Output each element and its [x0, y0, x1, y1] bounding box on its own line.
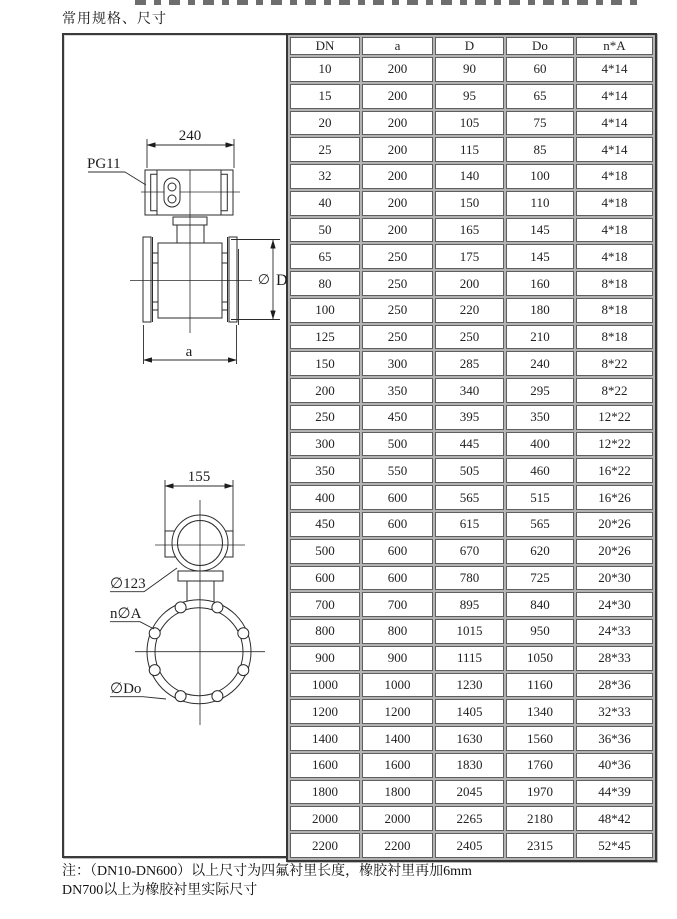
table-cell: 1830: [435, 753, 504, 778]
table-cell: 285: [435, 351, 504, 376]
table-row: [290, 84, 653, 109]
page-title: 常用规格、尺寸: [62, 12, 167, 27]
table-cell: 105: [435, 111, 504, 136]
table-cell: 85: [506, 137, 574, 162]
table-cell: 150: [435, 191, 504, 216]
table-cell: 15: [290, 84, 360, 109]
table-cell: 4*14: [576, 111, 653, 136]
table-cell: 180: [506, 298, 574, 323]
table-cell: 900: [290, 646, 360, 671]
table-cell: 1000: [362, 673, 433, 698]
table-cell: 220: [435, 298, 504, 323]
flange-od-label: ∅Do: [110, 681, 142, 697]
table-cell: 40*36: [576, 753, 653, 778]
table-cell: 12*22: [576, 405, 653, 430]
table-cell: 4*18: [576, 244, 653, 269]
table-cell: 2315: [506, 833, 574, 858]
table-cell: 4*14: [576, 84, 653, 109]
table-cell: 60: [506, 57, 574, 82]
table-cell: 565: [506, 512, 574, 537]
table-cell: 1800: [290, 780, 360, 805]
table-cell: 8*18: [576, 298, 653, 323]
table-cell: 1015: [435, 619, 504, 644]
header-cell: Do: [506, 37, 574, 55]
table-cell: 28*36: [576, 673, 653, 698]
table-cell: 1630: [435, 726, 504, 751]
table-cell: 500: [290, 539, 360, 564]
table-cell: 350: [506, 405, 574, 430]
table-row: [290, 566, 653, 591]
table-cell: 200: [362, 137, 433, 162]
table-cell: 32: [290, 164, 360, 189]
table-row: [290, 619, 653, 644]
table-cell: 600: [290, 566, 360, 591]
table-cell: 36*36: [576, 726, 653, 751]
table-row: [290, 726, 653, 751]
table-cell: 80: [290, 271, 360, 296]
footnotes: [62, 862, 647, 900]
footnote-line: 注：（DN10-DN600）以上尺寸为四氟衬里长度，橡胶衬里再加6mm: [62, 864, 472, 879]
table-cell: 140: [435, 164, 504, 189]
table-row: [290, 512, 653, 537]
table-cell: 1600: [290, 753, 360, 778]
table-cell: 20*26: [576, 539, 653, 564]
table-cell: 75: [506, 111, 574, 136]
table-cell: 165: [435, 218, 504, 243]
header-cell: n*A: [576, 37, 653, 55]
header-cell: a: [362, 37, 433, 55]
table-cell: 1600: [362, 753, 433, 778]
table-cell: 505: [435, 458, 504, 483]
table-row: [290, 218, 653, 243]
table-cell: 800: [362, 619, 433, 644]
table-cell: 460: [506, 458, 574, 483]
table-cell: 200: [362, 57, 433, 82]
table-row: [290, 405, 653, 430]
table-row: [290, 137, 653, 162]
dim-a-label: a: [185, 344, 193, 360]
table-cell: 300: [290, 432, 360, 457]
table-cell: 295: [506, 378, 574, 403]
table-cell: 1760: [506, 753, 574, 778]
table-cell: 670: [435, 539, 504, 564]
table-cell: 32*33: [576, 699, 653, 724]
table-cell: 550: [362, 458, 433, 483]
dim-155-label: 155: [187, 469, 211, 485]
table-cell: 780: [435, 566, 504, 591]
table-row: [290, 539, 653, 564]
table-cell: 450: [290, 512, 360, 537]
table-cell: 100: [290, 298, 360, 323]
table-cell: 725: [506, 566, 574, 591]
dimensions-table-head: [290, 37, 653, 55]
table-cell: 950: [506, 619, 574, 644]
table-cell: 250: [362, 271, 433, 296]
table-cell: 395: [435, 405, 504, 430]
table-row: [290, 753, 653, 778]
table-cell: 100: [506, 164, 574, 189]
housing-diameter-label: ∅123: [110, 576, 146, 592]
table-cell: 24*30: [576, 592, 653, 617]
table-cell: 515: [506, 485, 574, 510]
table-cell: 25: [290, 137, 360, 162]
table-cell: 125: [290, 325, 360, 350]
table-row: [290, 378, 653, 403]
table-row: [290, 325, 653, 350]
table-cell: 150: [290, 351, 360, 376]
table-row: [290, 271, 653, 296]
table-cell: 500: [362, 432, 433, 457]
table-cell: 2045: [435, 780, 504, 805]
table-row: [290, 432, 653, 457]
table-cell: 400: [290, 485, 360, 510]
table-cell: 4*14: [576, 57, 653, 82]
table-cell: 12*22: [576, 432, 653, 457]
table-row: [290, 458, 653, 483]
table-cell: 200: [435, 271, 504, 296]
table-cell: 1200: [362, 699, 433, 724]
table-cell: 450: [362, 405, 433, 430]
table-cell: 350: [290, 458, 360, 483]
table-cell: 145: [506, 218, 574, 243]
table-cell: 16*26: [576, 485, 653, 510]
table-row: [290, 191, 653, 216]
table-row: [290, 646, 653, 671]
dim-d-symbol: ∅: [257, 273, 270, 288]
table-row: [290, 673, 653, 698]
table-cell: 350: [362, 378, 433, 403]
table-row: [290, 592, 653, 617]
table-cell: 620: [506, 539, 574, 564]
table-cell: 1400: [362, 726, 433, 751]
table-cell: 1000: [290, 673, 360, 698]
table-header-row: [290, 37, 653, 55]
table-row: [290, 298, 653, 323]
table-cell: 10: [290, 57, 360, 82]
table-cell: 48*42: [576, 806, 653, 831]
table-cell: 200: [362, 191, 433, 216]
table-cell: 65: [506, 84, 574, 109]
table-cell: 1050: [506, 646, 574, 671]
table-cell: 2265: [435, 806, 504, 831]
table-cell: 8*18: [576, 271, 653, 296]
table-cell: 1200: [290, 699, 360, 724]
pg11-label: PG11: [87, 156, 121, 172]
table-cell: 20: [290, 111, 360, 136]
table-cell: 110: [506, 191, 574, 216]
table-cell: 1400: [290, 726, 360, 751]
table-cell: 300: [362, 351, 433, 376]
table-cell: 2200: [290, 833, 360, 858]
table-cell: 4*18: [576, 218, 653, 243]
table-row: [290, 780, 653, 805]
table-cell: 65: [290, 244, 360, 269]
table-row: [290, 57, 653, 82]
table-row: [290, 699, 653, 724]
table-cell: 40: [290, 191, 360, 216]
table-cell: 600: [362, 539, 433, 564]
table-cell: 2000: [290, 806, 360, 831]
table-cell: 200: [362, 218, 433, 243]
table-cell: 95: [435, 84, 504, 109]
table-cell: 600: [362, 512, 433, 537]
table-cell: 250: [435, 325, 504, 350]
header-cell: D: [435, 37, 504, 55]
table-cell: 340: [435, 378, 504, 403]
table-cell: 115: [435, 137, 504, 162]
table-cell: 2200: [362, 833, 433, 858]
header-cell: DN: [290, 37, 360, 55]
table-row: [290, 244, 653, 269]
table-cell: 1560: [506, 726, 574, 751]
table-cell: 1800: [362, 780, 433, 805]
table-cell: 90: [435, 57, 504, 82]
table-cell: 2000: [362, 806, 433, 831]
table-cell: 8*22: [576, 351, 653, 376]
table-cell: 400: [506, 432, 574, 457]
content-frame: [62, 33, 657, 858]
table-cell: 700: [362, 592, 433, 617]
bolt-holes-label: n∅A: [110, 606, 142, 622]
table-row: [290, 806, 653, 831]
table-cell: 2180: [506, 806, 574, 831]
table-cell: 565: [435, 485, 504, 510]
table-cell: 615: [435, 512, 504, 537]
table-cell: 200: [362, 111, 433, 136]
table-cell: 240: [506, 351, 574, 376]
table-cell: 2405: [435, 833, 504, 858]
table-row: [290, 833, 653, 858]
table-cell: 4*14: [576, 137, 653, 162]
table-row: [290, 111, 653, 136]
table-cell: 24*33: [576, 619, 653, 644]
table-cell: 8*22: [576, 378, 653, 403]
table-cell: 28*33: [576, 646, 653, 671]
table-cell: 445: [435, 432, 504, 457]
table-cell: 4*18: [576, 164, 653, 189]
table-cell: 895: [435, 592, 504, 617]
table-cell: 4*18: [576, 191, 653, 216]
table-cell: 8*18: [576, 325, 653, 350]
table-cell: 210: [506, 325, 574, 350]
table-cell: 200: [362, 164, 433, 189]
table-cell: 600: [362, 485, 433, 510]
table-cell: 145: [506, 244, 574, 269]
footnote-line: DN700以上为橡胶衬里实际尺寸: [62, 883, 258, 898]
table-cell: 700: [290, 592, 360, 617]
table-cell: 1230: [435, 673, 504, 698]
table-cell: 1970: [506, 780, 574, 805]
table-cell: 250: [362, 325, 433, 350]
table-cell: 1405: [435, 699, 504, 724]
table-cell: 800: [290, 619, 360, 644]
table-cell: 16*22: [576, 458, 653, 483]
table-cell: 175: [435, 244, 504, 269]
table-cell: 900: [362, 646, 433, 671]
table-cell: 250: [290, 405, 360, 430]
table-cell: 600: [362, 566, 433, 591]
table-cell: 250: [362, 298, 433, 323]
dim-d-letter: D: [276, 272, 288, 289]
table-cell: 44*39: [576, 780, 653, 805]
table-cell: 1115: [435, 646, 504, 671]
table-cell: 840: [506, 592, 574, 617]
table-cell: 160: [506, 271, 574, 296]
table-row: [290, 351, 653, 376]
table-cell: 200: [290, 378, 360, 403]
table-cell: 200: [362, 84, 433, 109]
dimensions-table: [286, 33, 657, 862]
dimensions-table-body: [290, 57, 653, 858]
table-cell: 20*26: [576, 512, 653, 537]
dim-240-label: 240: [178, 128, 202, 144]
table-cell: 1160: [506, 673, 574, 698]
table-row: [290, 164, 653, 189]
table-cell: 1340: [506, 699, 574, 724]
table-cell: 20*30: [576, 566, 653, 591]
cropped-text-fragment: [135, 0, 643, 5]
table-cell: 250: [362, 244, 433, 269]
table-row: [290, 485, 653, 510]
table-cell: 52*45: [576, 833, 653, 858]
table-cell: 50: [290, 218, 360, 243]
